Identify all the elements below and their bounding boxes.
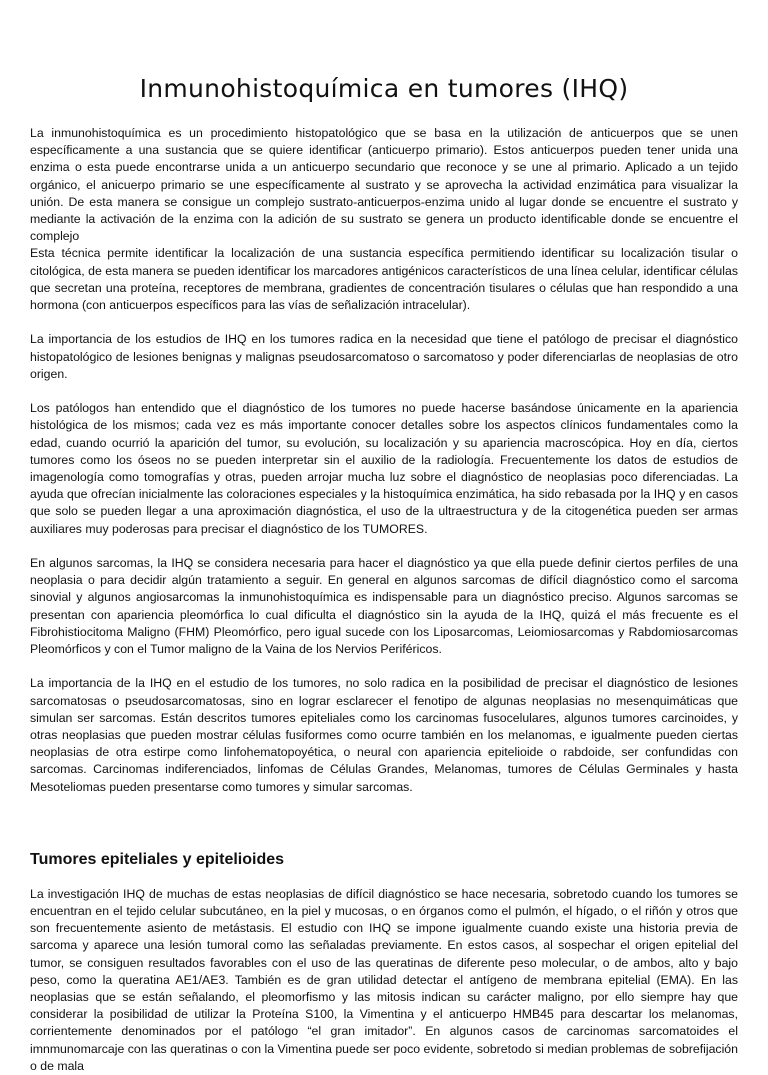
paragraph-epithelial: La investigación IHQ de muchas de estas neoplasias de difícil diagnóstico se hace necesaria, sobretodo cuando los tumores se encuentran en el tejido celular subcutáneo, en la piel y mucosas, o en órganos como el pulmón, el hígado, o el riñón y otros que son frecuentemente asiento de metástasis. El estudio con IHQ se impone igualmente cuando existe una historia previa de sarcoma y aparece una lesión tumoral como las señaladas previamente. En estos casos, al sospechar el origen epitelial del tumor, se consiguen resultados favorables con el uso de las queratinas de diferente peso molecular, o de ambos, alto y bajo peso, como la queratina AE1/AE3. También es de gran utilidad detectar el antígeno de membrana epitelial (EMA). En las neoplasias que se están señalando, el pleomorfismo y las mitosis indican su carácter maligno, por ello siempre hay que considerar la posibilidad de utilizar la Proteína S100, la Vimentina y el anticuerpo HMB45 para descartar los melanomas, corrientemente denominados por el patólogo “el gran imitador”. En algunos casos de carcinomas sarcomatoides el imnmunomarcaje con las queratinas o con la Vimentina puede ser poco evidente, sobretodo si median problemas de sobrefijación o de mala — [30, 886, 738, 1073]
paragraph-pathologists: Los patólogos han entendido que el diagnóstico de los tumores no puede hacerse basándose únicamente en la apariencia histológica de los mismos; cada vez es más importante conocer detalles sobre los aspectos clínicos fundamentales como la edad, cuando ocurrió la aparición del tumor, su evolución, su localización y su apariencia macroscópica. Hoy en día, ciertos tumores como los óseos no se pueden interpretar sin el auxilio de la radiología. Frecuentemente los datos de estudios de imagenología como tomografías y otras, pueden arrojar mucha luz sobre el diagnóstico de neoplasias poco diferenciadas. La ayuda que ofrecían inicialmente las coloraciones especiales y la histoquímica enzimática, ha sido rebasada por la IHQ y en casos que solo se pueden llegar a una aproximación diagnóstica, el uso de la ultraestructura y de la citogenética pueden ser armas auxiliares muy poderosas para precisar el diagnóstico de los TUMORES. — [30, 401, 738, 536]
paragraph-ihq-importance: La importancia de la IHQ en el estudio de los tumores, no solo radica en la posibilidad de precisar el diagnóstico de lesiones sarcomatosas o pseudosarcomatosas, sino en lograr esclarecer el fenotipo de algunas neoplasias no mesenquimáticas que simulan ser sarcomas. Están descritos tumores epiteliales como los carcinomas fusocelulares, algunos tumores carcinoides, y otras neoplasias que pueden mostrar células fusiformes como ocurre también en los melanomas, e igualmente pueden ciertas neoplasias de otra estirpe como linfohematopoyética, o neural con apariencia epitelioide o rabdoide, ser confundidas con sarcomas. Carcinomas indiferenciados, linfomas de Células Grandes, Melanomas, tumores de Células Germinales y hasta Mesoteliomas pueden presentarse como tumores y simular sarcomas. — [30, 676, 738, 794]
paragraph-sarcomas: En algunos sarcomas, la IHQ se considera necesaria para hacer el diagnóstico ya que ella puede definir ciertos perfiles de una neoplasia o para decidir algún tratamiento a seguir. En general en algunos sarcomas de difícil diagnóstico como el sarcoma sinovial y algunos angiosarcomas la inmunohistoquímica es indispensable para un diagnóstico preciso. Algunos sarcomas se presentan con apariencia pleomórfica lo cual dificulta el diagnóstico sin la ayuda de la IHQ, quizá el más frecuente es el Fibrohistiocitoma Maligno (FHM) Pleomórfico, pero igual sucede con los Liposarcomas, Leiomiosarcomas y Rabdomiosarcomas Pleomórficos y con el Tumor maligno de la Vaina de los Nervios Periféricos. — [30, 556, 738, 657]
paragraph-technique: Esta técnica permite identificar la localización de una sustancia específica permitiendo identificar su localización tisular o citológica, de esta manera se pueden identificar los marcadores antigénicos característicos de una línea celular, identificar células que secretan una proteína, receptores de membrana, gradientes de concentración tisulares o células que han respondido a una hormona (con anticuerpos específicos para las vías de señalización intracelular). — [30, 246, 738, 313]
page-title: Inmunohistoquímica en tumores (IHQ) — [139, 74, 629, 103]
document-body — [30, 125, 738, 1075]
paragraph-definition: La inmunohistoquímica es un procedimiento histopatológico que se basa en la utilización de anticuerpos que se unen específicamente a una sustancia que se quiere identificar (anticuerpo primario). Estos anticuerpos pueden tener unida una enzima o esta puede encontrarse unida a un anticuerpo secundario que reconoce y se une al primario. Aplicado a un tejido orgánico, el anicuerpo primario se une específicamente al sustrato y se aprovecha la actividad enzimática para visualizar la unión. De esta manera se consigue un complejo sustrato-anticuerpos-enzima unido al lugar donde se encuentre el sustrato y mediante la activación de la enzima con la adición de su sustrato se genera un producto identificable donde se encuentre el complejo — [30, 126, 738, 244]
section-heading: Tumores epiteliales y epitelioides — [30, 850, 285, 868]
paragraph-importance: La importancia de los estudios de IHQ en los tumores radica en la necesidad que tiene el patólogo de precisar el diagnóstico histopatológico de lesiones benignas y malignas pseudosarcomatoso o sarcomatoso y poder diferenciarlas de neoplasias de otro origen. — [30, 332, 738, 381]
